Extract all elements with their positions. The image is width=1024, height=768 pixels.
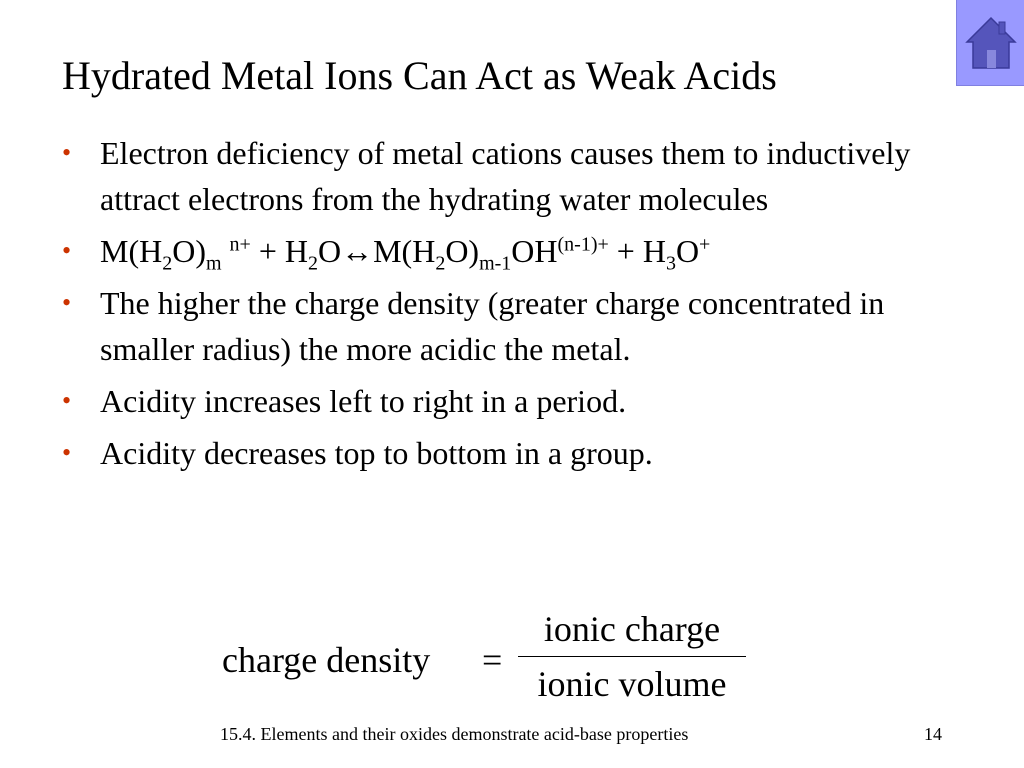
bullet-mark: • xyxy=(62,138,72,167)
slide-title: Hydrated Metal Ions Can Act as Weak Acids xyxy=(62,53,777,98)
slide-number: 14 xyxy=(924,724,942,744)
bullet-mark: • xyxy=(62,438,72,467)
bullet-mark: • xyxy=(62,236,72,265)
bullet-text: Acidity decreases top to bottom in a group. xyxy=(100,435,653,471)
home-icon xyxy=(965,12,1017,72)
bullet-mark: • xyxy=(62,386,72,415)
formula-numerator: ionic charge xyxy=(543,609,721,649)
formula-lhs: charge density xyxy=(222,640,431,680)
bullet-text: Acidity increases left to right in a period. xyxy=(100,383,627,419)
bullet-item xyxy=(62,378,922,424)
bullet-mark: • xyxy=(62,288,72,317)
formula-fraction xyxy=(518,606,746,707)
bullet-item xyxy=(62,280,922,372)
home-button[interactable] xyxy=(956,0,1024,86)
bullet-item xyxy=(62,130,922,222)
bullet-item-equation xyxy=(62,228,922,274)
slide-footer: 15.4. Elements and their oxides demonstrate acid-base properties xyxy=(220,724,689,744)
bullet-item xyxy=(62,430,922,476)
bullet-text: The higher the charge density (greater charge concentrated in smaller radius) the more acidic the metal. xyxy=(100,285,885,367)
formula-equals: = xyxy=(482,640,503,680)
hydrolysis-equation: $M(H_2O)_m$ $^{n+} + H_2O\leftrightarrow M(H_2O)_{m-1}OH^{(n-1)+} + H_3O^+$ xyxy=(100,233,711,275)
bullet-list xyxy=(62,130,922,482)
fraction-bar xyxy=(518,656,746,657)
formula-denominator: ionic volume xyxy=(537,664,727,704)
bullet-text: Electron deficiency of metal cations causes them to inductively attract electrons from the hydrating water molecules xyxy=(100,135,911,217)
